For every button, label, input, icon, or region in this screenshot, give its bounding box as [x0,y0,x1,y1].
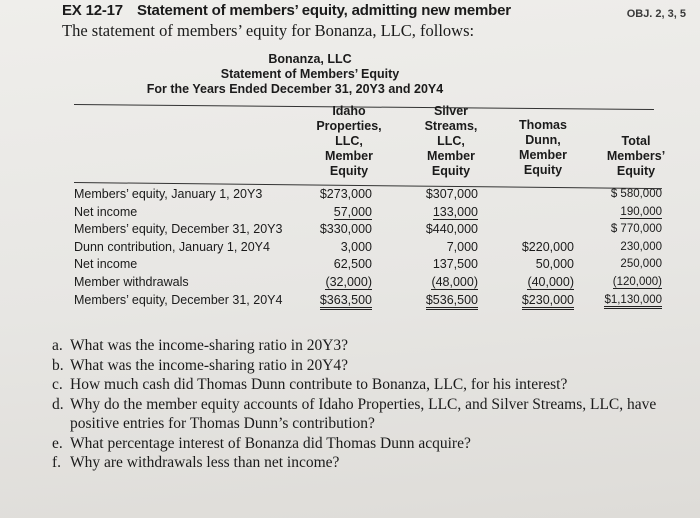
statement-company: Bonanza, LLC [268,52,352,66]
col-header-line: Member [427,149,475,163]
col-header-line: Properties, [316,119,382,133]
col-header-line: Equity [523,163,563,177]
row-label: Net income [74,204,138,219]
cell: $330,000 [319,222,372,237]
question-text: Why do the member equity accounts of Idaho Properties, LLC, and Silver Streams, LLC, have positive entries for Thomas Dunn’s contribution? [70,395,657,432]
col-header-line: Streams, [424,119,478,133]
col-header-line: Equity [431,164,471,178]
cell [508,221,574,239]
exercise-intro: The statement of members’ equity for Bonanza, LLC, follows: [62,21,475,40]
col-header-thomas [500,118,586,178]
col-header-line: Total [621,134,651,148]
cell: $ 770,000 [610,223,662,236]
cell: 137,500 [432,257,478,272]
cell: 57,000 [333,204,372,219]
cell: 230,000 [620,240,662,253]
cell: $363,500 [312,292,372,310]
cell: $440,000 [425,222,478,237]
column-total [590,186,662,309]
col-header-idaho [306,104,392,179]
cell: 3,000 [340,239,372,254]
col-header-silver [408,104,494,179]
col-header-line: Equity [329,164,369,178]
question-letter: f. [52,454,62,471]
cell: $536,500 [414,292,478,310]
col-header-line: LLC, [335,134,363,148]
question-a [52,336,692,356]
cell: 62,500 [333,257,372,272]
col-header-line: Member [519,148,567,162]
cell: (32,000) [325,274,372,289]
cell: $ 580,000 [610,188,662,200]
statement-heading [0,52,700,97]
question-b [52,356,692,376]
col-header-line: Member [325,149,373,163]
col-header-total [596,134,676,179]
question-text: Why are withdrawals less than net income? [70,454,340,471]
question-letter: b. [52,356,64,374]
cell: 7,000 [446,239,478,254]
cell: $1,130,000 [590,292,662,310]
question-f [52,453,692,473]
column-idaho [312,186,372,309]
row-labels [74,186,282,309]
question-text: What was the income-sharing ratio in 20Y4? [70,356,349,374]
row-label: Members’ equity, December 31, 20Y3 [74,222,283,237]
cell: $220,000 [521,239,574,254]
objectives-tag: OBJ. 2, 3, 5 [626,8,686,20]
exercise-title-line [62,2,622,19]
exercise-header [62,2,622,41]
column-silver [414,186,478,309]
question-letter: c. [52,376,63,393]
question-letter: a. [52,337,63,354]
row-label: Members’ equity, January 1, 20Y3 [74,187,263,201]
cell: 190,000 [620,205,662,218]
col-header-line: Silver [433,104,469,118]
question-text: What percentage interest of Bonanza did Thomas Dunn acquire? [70,434,471,452]
statement-period: For the Years Ended December 31, 20Y3 and 20Y4 [146,82,444,96]
exercise-number: EX 12-17 [62,2,123,19]
cell [508,204,574,222]
row-label: Net income [74,257,138,272]
row-label: Member withdrawals [74,274,189,289]
cell: (48,000) [431,274,478,289]
question-text: What was the income-sharing ratio in 20Y3? [70,337,349,354]
statement-title: Statement of Members’ Equity [220,67,400,81]
col-header-line: Thomas [519,118,567,132]
question-e [52,434,692,454]
cell: $273,000 [319,187,372,201]
exercise-title: Statement of members’ equity, admitting new member [136,2,511,19]
row-label: Members’ equity, December 31, 20Y4 [74,292,283,307]
col-header-line: Idaho [332,104,366,118]
cell: (120,000) [612,275,662,288]
cell: 133,000 [432,204,478,219]
column-thomas [508,186,574,309]
row-label: Dunn contribution, January 1, 20Y4 [74,239,270,254]
cell: 250,000 [620,258,662,271]
col-header-line: Members’ [606,149,666,163]
cell: $307,000 [425,187,478,201]
col-header-line: Dunn, [525,133,561,147]
cell [508,186,574,204]
col-header-line: LLC, [437,134,465,148]
question-text: How much cash did Thomas Dunn contribute to Bonanza, LLC, for his interest? [70,376,568,393]
question-letter: e. [52,434,63,452]
question-list [52,336,692,473]
question-c [52,375,692,395]
cell: (40,000) [527,274,574,289]
cell: $230,000 [508,292,574,310]
cell: 50,000 [535,257,574,272]
question-letter: d. [52,395,64,413]
col-header-line: Equity [616,164,656,178]
question-d [52,395,692,434]
